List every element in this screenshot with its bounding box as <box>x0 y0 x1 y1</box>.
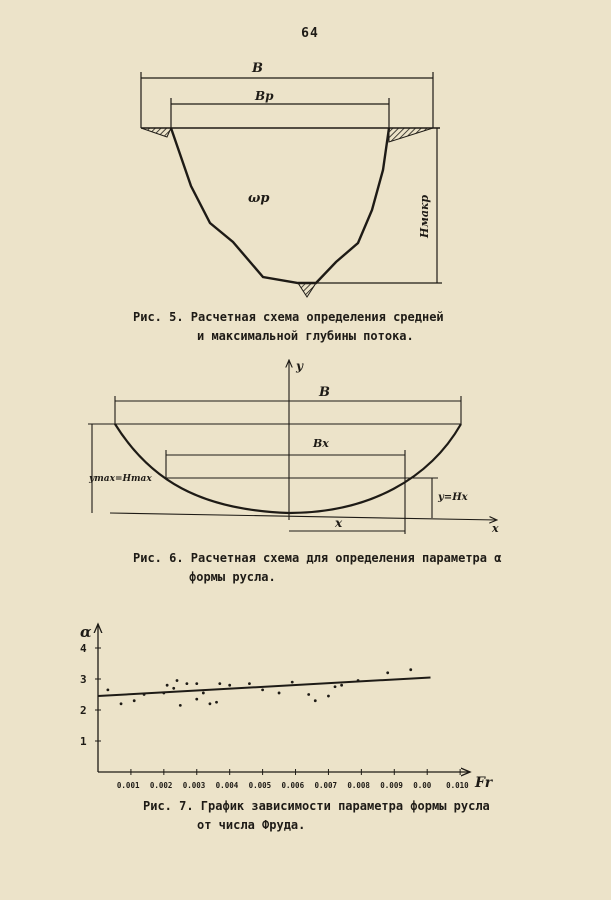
chart-y-label: α <box>80 623 92 641</box>
chart-data-point <box>143 693 146 696</box>
label-b: B <box>252 61 263 76</box>
chart-data-point <box>162 692 165 695</box>
chart-x-tick-label: 0.002 <box>149 781 173 790</box>
chart-data-point <box>120 702 123 705</box>
chart-x-tick-label: 0.008 <box>347 781 370 790</box>
chart-x-label: Fr <box>475 775 493 791</box>
chart-data-point <box>409 668 412 671</box>
figure-7-caption-line-2: от числа Фруда. <box>197 818 306 832</box>
chart-x-tick-label: 0.005 <box>248 781 272 790</box>
chart-y-tick-label: 3 <box>80 673 87 686</box>
label-b: B <box>319 385 330 400</box>
chart-y-tick-label: 2 <box>80 704 87 717</box>
label-y-axis: y <box>296 359 303 373</box>
chart-x-tick-label: 0.003 <box>182 781 206 790</box>
figure-7-caption-line-1: Рис. 7. График зависимости параметра формы русла <box>143 799 490 813</box>
chart-trend-line <box>98 677 430 696</box>
figure-5-caption-line-2: и максимальной глубины потока. <box>197 329 414 343</box>
chart-y-tick-label: 4 <box>80 642 87 655</box>
chart-data-point <box>386 671 389 674</box>
chart-x-tick-label: 0.001 <box>116 781 140 790</box>
chart-data-point <box>248 682 251 685</box>
chart-data-point <box>340 684 343 687</box>
chart-y-tick-label: 1 <box>80 735 87 748</box>
chart-data-point <box>195 698 198 701</box>
label-wp: ωp <box>248 191 270 206</box>
figure-6-caption-line-2: формы русла. <box>189 570 276 584</box>
chart-data-point <box>357 679 360 682</box>
chart-data-point <box>172 687 175 690</box>
chart-data-point <box>228 684 231 687</box>
label-bp: Bp <box>255 89 274 103</box>
chart-x-tick-label: 0.007 <box>314 781 338 790</box>
label-bx: Bx <box>313 437 329 450</box>
chart-data-point <box>133 699 136 702</box>
page-number: 64 <box>301 26 319 41</box>
chart-x-tick-label: 0.00 <box>413 781 432 790</box>
chart-data-point <box>166 684 169 687</box>
figure-5-caption-line-1: Рис. 5. Расчетная схема определения средней <box>133 310 444 324</box>
label-x-dimension: x <box>335 516 343 530</box>
chart-data-point <box>314 699 317 702</box>
chart-x-tick-label: 0.010 <box>446 781 469 790</box>
chart-data-point <box>307 693 310 696</box>
chart-data-point <box>291 681 294 684</box>
chart-x-tick-label: 0.009 <box>380 781 403 790</box>
label-x-axis: x <box>492 522 499 535</box>
chart-data-point <box>185 682 188 685</box>
label-y-hx: y=Hx <box>438 492 468 503</box>
chart-data-point <box>218 682 221 685</box>
chart-data-point <box>195 682 198 685</box>
chart-data-point <box>106 688 109 691</box>
chart-x-tick-label: 0.006 <box>281 781 305 790</box>
chart-data-point <box>278 692 281 695</box>
chart-data-point <box>179 704 182 707</box>
chart-data-point <box>202 692 205 695</box>
chart-data-point <box>215 701 218 704</box>
figure-6-caption-line-1: Рис. 6. Расчетная схема для определения параметра α <box>133 551 502 565</box>
chart-data-point <box>176 679 179 682</box>
chart-data-point <box>261 688 264 691</box>
label-ymax: ymax=Hmax <box>89 474 152 484</box>
chart-x-tick-label: 0.004 <box>215 781 239 790</box>
label-hmax: Hмакр <box>418 194 431 238</box>
chart-data-point <box>334 685 337 688</box>
chart-data-point <box>327 695 330 698</box>
chart-data-point <box>209 702 212 705</box>
